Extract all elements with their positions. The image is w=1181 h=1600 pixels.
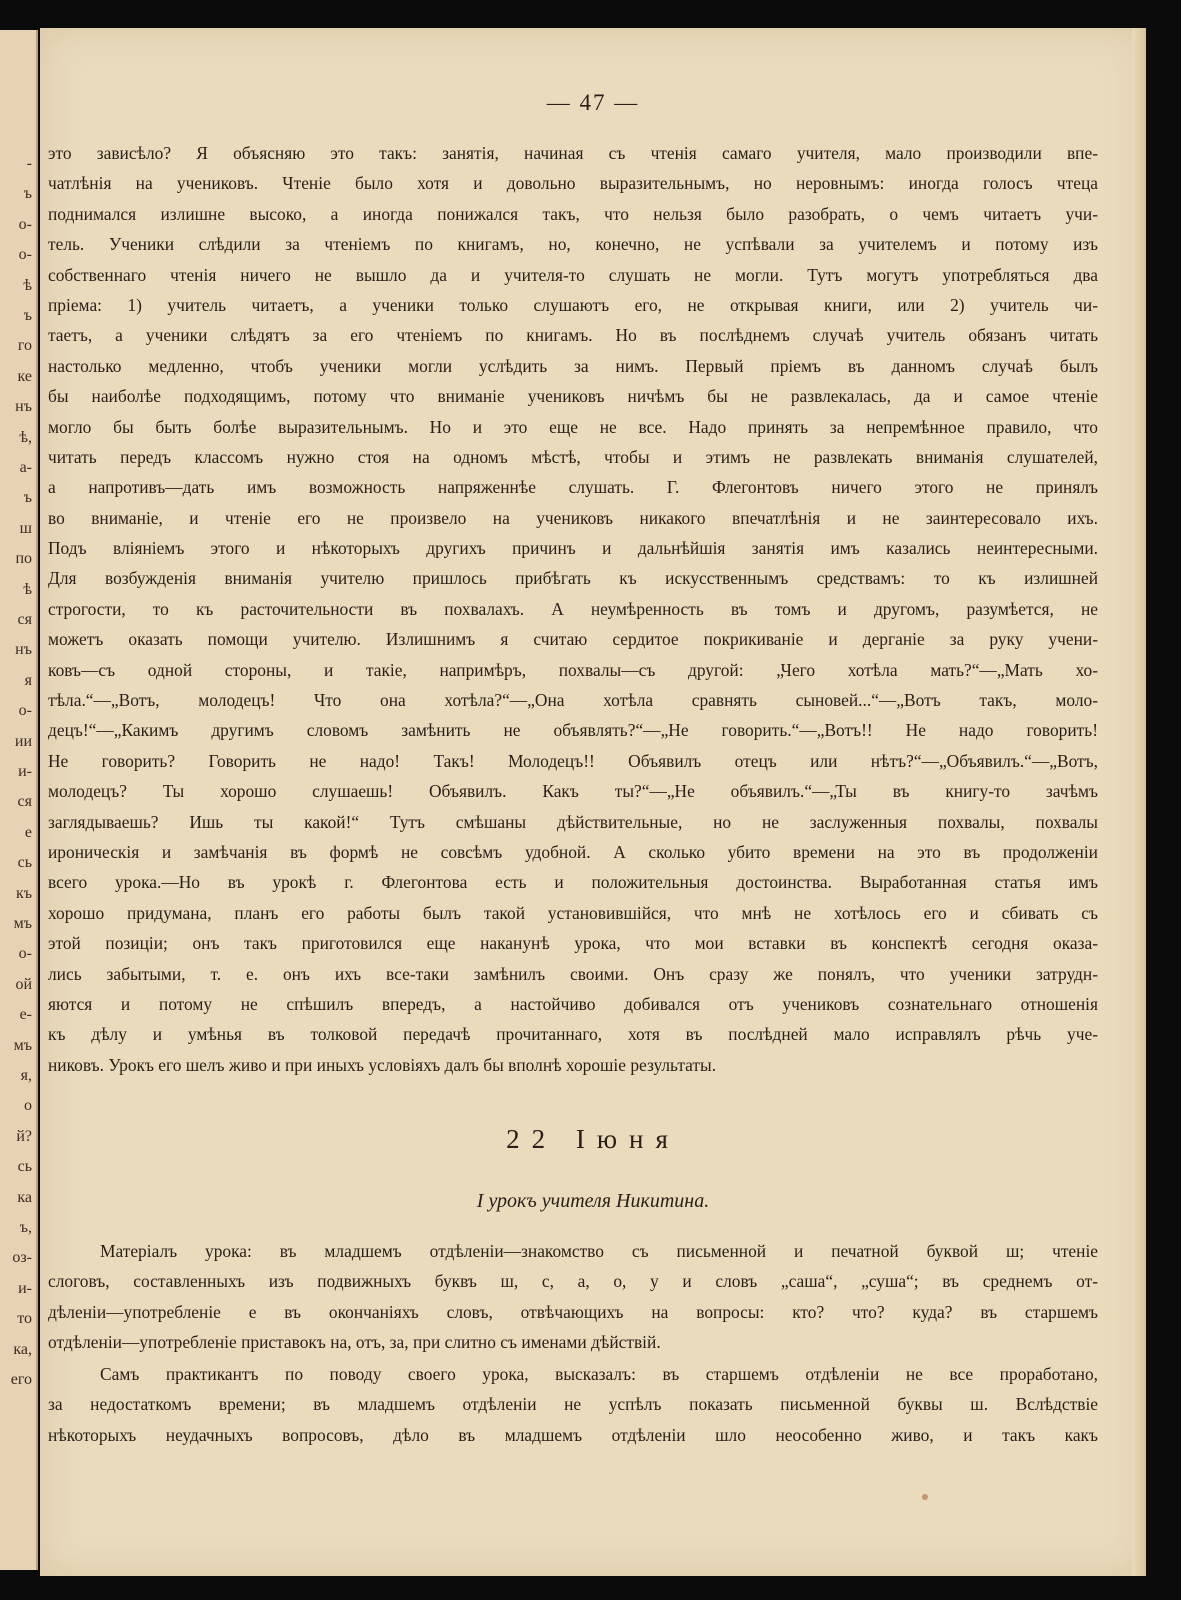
margin-fragment: го <box>17 337 32 355</box>
text-line: Для возбужденія вниманія учителю пришлось прибѣгать къ искусственнымъ средствамъ: то къ излишней <box>48 568 1098 589</box>
text-line: всего урока.—Но въ урокѣ г. Флегонтова есть и положительныя достоинства. Выработанная статья имъ <box>48 872 1098 893</box>
margin-fragment: мъ <box>13 1036 32 1054</box>
margin-fragment: ке <box>17 367 32 385</box>
margin-fragment: ъ, <box>19 1219 32 1236</box>
text-line: къ дѣлу и умѣнья въ толковой передачѣ прочитаннаго, хотя въ послѣдней мало исправлялъ рѣчь уче- <box>48 1024 1098 1045</box>
text-line: могло бы быть болѣе выразительнымъ. Но и это еще не все. Надо принять за непремѣнное правило, что <box>48 416 1098 437</box>
text-line: этой позиціи; онъ такъ приготовился еще наканунѣ урока, что мои вставки въ конспектѣ сегодня оказа- <box>48 933 1098 954</box>
margin-fragment: е- <box>19 1006 32 1024</box>
margin-fragment: о- <box>18 945 32 963</box>
margin-fragment: о- <box>18 246 32 264</box>
margin-fragment: ш <box>19 519 32 537</box>
margin-fragment: о- <box>18 702 32 720</box>
text-line: тѣла.“—„Вотъ, молодецъ! Что она хотѣла?“—„Она хотѣла сравнять сыновей...“—„Вотъ такъ, моло- <box>48 690 1098 711</box>
date-heading: 22 Іюня <box>506 1124 680 1154</box>
margin-fragment: ка, <box>13 1340 32 1358</box>
margin-fragment: нъ <box>15 398 32 416</box>
margin-fragment: ка <box>17 1188 32 1206</box>
text-line: слоговъ, составленныхъ изъ подвижныхъ буквъ ш, с, а, о, у и словъ „саша“, „суша“; въ среднемъ от- <box>48 1271 1098 1292</box>
text-line: дѣленіи—употребленіе е въ окончаніяхъ словъ, отвѣчающихъ на вопросы: кто? что? куда? въ старшемъ <box>48 1301 1098 1322</box>
text-line: чатлѣнія на учениковъ. Чтеніе было хотя и довольно выразительнымъ, но неровнымъ: иногда голосъ чтеца <box>48 173 1098 194</box>
margin-fragment: и- <box>18 763 32 780</box>
margin-fragment: мъ <box>13 915 32 932</box>
text-line: строгости, то къ расточительности въ похвалахъ. А неумѣренность въ томъ и другомъ, разумѣется, не <box>48 598 1098 619</box>
margin-fragment: я, <box>20 1067 32 1084</box>
margin-fragment: о- <box>18 215 32 233</box>
text-line: никовъ. Урокъ его шелъ живо и при иныхъ условіяхъ далъ бы вполнѣ хорошіе результаты. <box>48 1054 717 1075</box>
text-line: бы наиболѣе подходящимъ, потому что вниманіе учениковъ ничѣмъ бы не развлекалась, да и самое чтеніе <box>48 386 1098 407</box>
text-line: Подъ вліяніемъ этого и нѣкоторыхъ другихъ причинъ и дальнѣйшія занятія имъ казались неинтересными. <box>48 538 1098 559</box>
text-line: лись забытыми, т. е. онъ ихъ все-таки замѣнилъ своими. Онъ сразу же понялъ, что ученики затрудн- <box>48 963 1098 984</box>
margin-fragment: й? <box>16 1127 32 1145</box>
margin-fragment: ся <box>17 611 32 628</box>
text-line: отдѣленіи—употребленіе приставокъ на, отъ, за, при слитно съ именами дѣйствій. <box>48 1332 661 1353</box>
text-line: можетъ оказать помощи учителю. Излишнимъ я считаю сердитое покрикиваніе и дерганіе за руку учени- <box>48 629 1098 650</box>
text-line: ковъ—съ одной стороны, и такіе, напримѣръ, похвалы—съ другой: „Чего хотѣла мать?“—„Мать хо- <box>48 659 1098 680</box>
lesson-title: I урокъ учителя Никитина. <box>476 1190 710 1212</box>
margin-fragment: и- <box>18 1279 32 1297</box>
text-line: хорошо придумана, планъ его работы былъ такой установившійся, что мнѣ не хотѣлось его и сбивать съ <box>48 902 1098 923</box>
paragraph-practitioner-remarks <box>48 1359 1098 1450</box>
text-line: Самъ практикантъ по поводу своего урока, высказалъ: въ старшемъ отдѣленіи не все проработано, <box>100 1364 1098 1384</box>
text-line: читать передъ классомъ нужно стоя на одномъ мѣстѣ, чтобы и этимъ не развлекать вниманія слушателей, <box>48 446 1098 467</box>
margin-fragment: ѣ <box>23 276 32 294</box>
text-line: молодецъ? Ты хорошо слушаешь! Объявилъ. Какъ ты?“—„Не объявилъ.“—„Ты въ книгу-то зачѣмъ <box>48 781 1098 802</box>
margin-fragment: а- <box>19 459 32 476</box>
text-line: пріема: 1) учитель читаетъ, а ученики только слушаютъ его, не открывая книги, или 2) учитель чи- <box>48 294 1098 315</box>
margin-fragment: то <box>17 1310 32 1328</box>
margin-fragment: сь <box>17 854 32 872</box>
margin-fragment: о <box>24 1097 32 1115</box>
text-line: а напротивъ—дать имъ возможность напряженнѣе слушать. Г. Флегонтовъ ничего этого не принялъ <box>48 477 1098 498</box>
text-line: во вниманіе, и чтеніе его не произвело на учениковъ никакого впечатлѣнія и не заинтересовало ихъ. <box>48 507 1098 528</box>
text-line: таетъ, а ученики слѣдятъ за его чтеніемъ по книгамъ. Но въ послѣднемъ случаѣ учитель обязанъ читать <box>48 325 1098 346</box>
margin-fragment: я <box>24 671 32 689</box>
text-line: собственнаго чтенія ничего не вышло да и учителя-то слушать не могли. Тутъ могутъ употребляться два <box>48 264 1098 285</box>
margin-fragment: ъ <box>23 185 32 203</box>
text-line: децъ!“—„Какимъ другимъ словомъ замѣнить не объявлять?“—„Не говорить.“—„Вотъ!! Не надо говорить! <box>48 720 1098 741</box>
margin-fragment: его <box>10 1371 32 1388</box>
paragraph-lesson-material <box>48 1236 1098 1358</box>
page-edge-shadow <box>1132 28 1146 1576</box>
margin-fragment: по <box>15 550 32 568</box>
text-line: за недостаткомъ времени; въ младшемъ отдѣленіи не успѣлъ показать письменной буквы ш. Вслѣдствіе <box>48 1394 1098 1415</box>
text-line: нѣкоторыхъ неудачныхъ вопросовъ, дѣло въ младшемъ отдѣленіи шло неособенно живо, и такъ какъ <box>48 1424 1098 1445</box>
margin-fragment: къ <box>15 884 32 902</box>
margin-fragment: ъ <box>23 307 32 324</box>
text-line: это зависѣло? Я объясняю это такъ: занятія, начиная съ чтенія самаго учителя, мало производили впе- <box>48 143 1098 163</box>
text-line: ироническія и замѣчанія въ формѣ не совсѣмъ удобной. А сколько убито времени на это въ продолженіи <box>48 841 1098 862</box>
paragraph-flegontov-critique <box>48 138 1098 1080</box>
paper-stain <box>922 1494 928 1500</box>
margin-fragment: - <box>26 155 32 172</box>
margin-fragment: ъ <box>23 489 32 507</box>
page-number: — 47 — <box>546 90 640 115</box>
text-line: тель. Ученики слѣдили за чтеніемъ по книгамъ, но, конечно, не успѣвали за учителемъ и потому изъ <box>48 234 1098 255</box>
previous-page-edge <box>0 30 38 1570</box>
text-line: Не говорить? Говорить не надо! Такъ! Молодецъ!! Объявилъ отецъ или нѣтъ?“—„Объявилъ.“—„Вотъ, <box>48 750 1098 771</box>
text-line: Матеріалъ урока: въ младшемъ отдѣленіи—знакомство съ письменной и печатной буквой ш; чтеніе <box>100 1241 1098 1261</box>
margin-fragment: сь <box>17 1158 32 1176</box>
margin-fragment: нъ <box>15 641 32 659</box>
text-line: поднимался излишне высоко, а иногда понижался такъ, что нельзя было разобрать, о чемъ читаетъ учи- <box>48 203 1098 224</box>
margin-fragment: ой <box>15 975 32 993</box>
book-page <box>40 28 1146 1576</box>
margin-fragment: ся <box>17 793 32 811</box>
margin-fragment: оз- <box>12 1249 32 1267</box>
text-line: яются и потому не спѣшилъ впередъ, а настойчиво добивался отъ учениковъ сознательнаго отношенія <box>48 993 1098 1014</box>
margin-fragment: ѣ, <box>19 428 32 446</box>
margin-fragment: ѣ <box>23 580 32 598</box>
text-line: заглядываешь? Ишь ты какой!“ Тутъ смѣшаны дѣйствительные, но не заслуженныя похвалы, похвалы <box>48 811 1098 832</box>
text-line: настолько медленно, чтобъ ученики могли услѣдить за нимъ. Первый пріемъ въ данномъ случаѣ былъ <box>48 355 1098 376</box>
margin-fragment: е <box>24 823 32 841</box>
margin-fragment: ии <box>14 732 32 750</box>
